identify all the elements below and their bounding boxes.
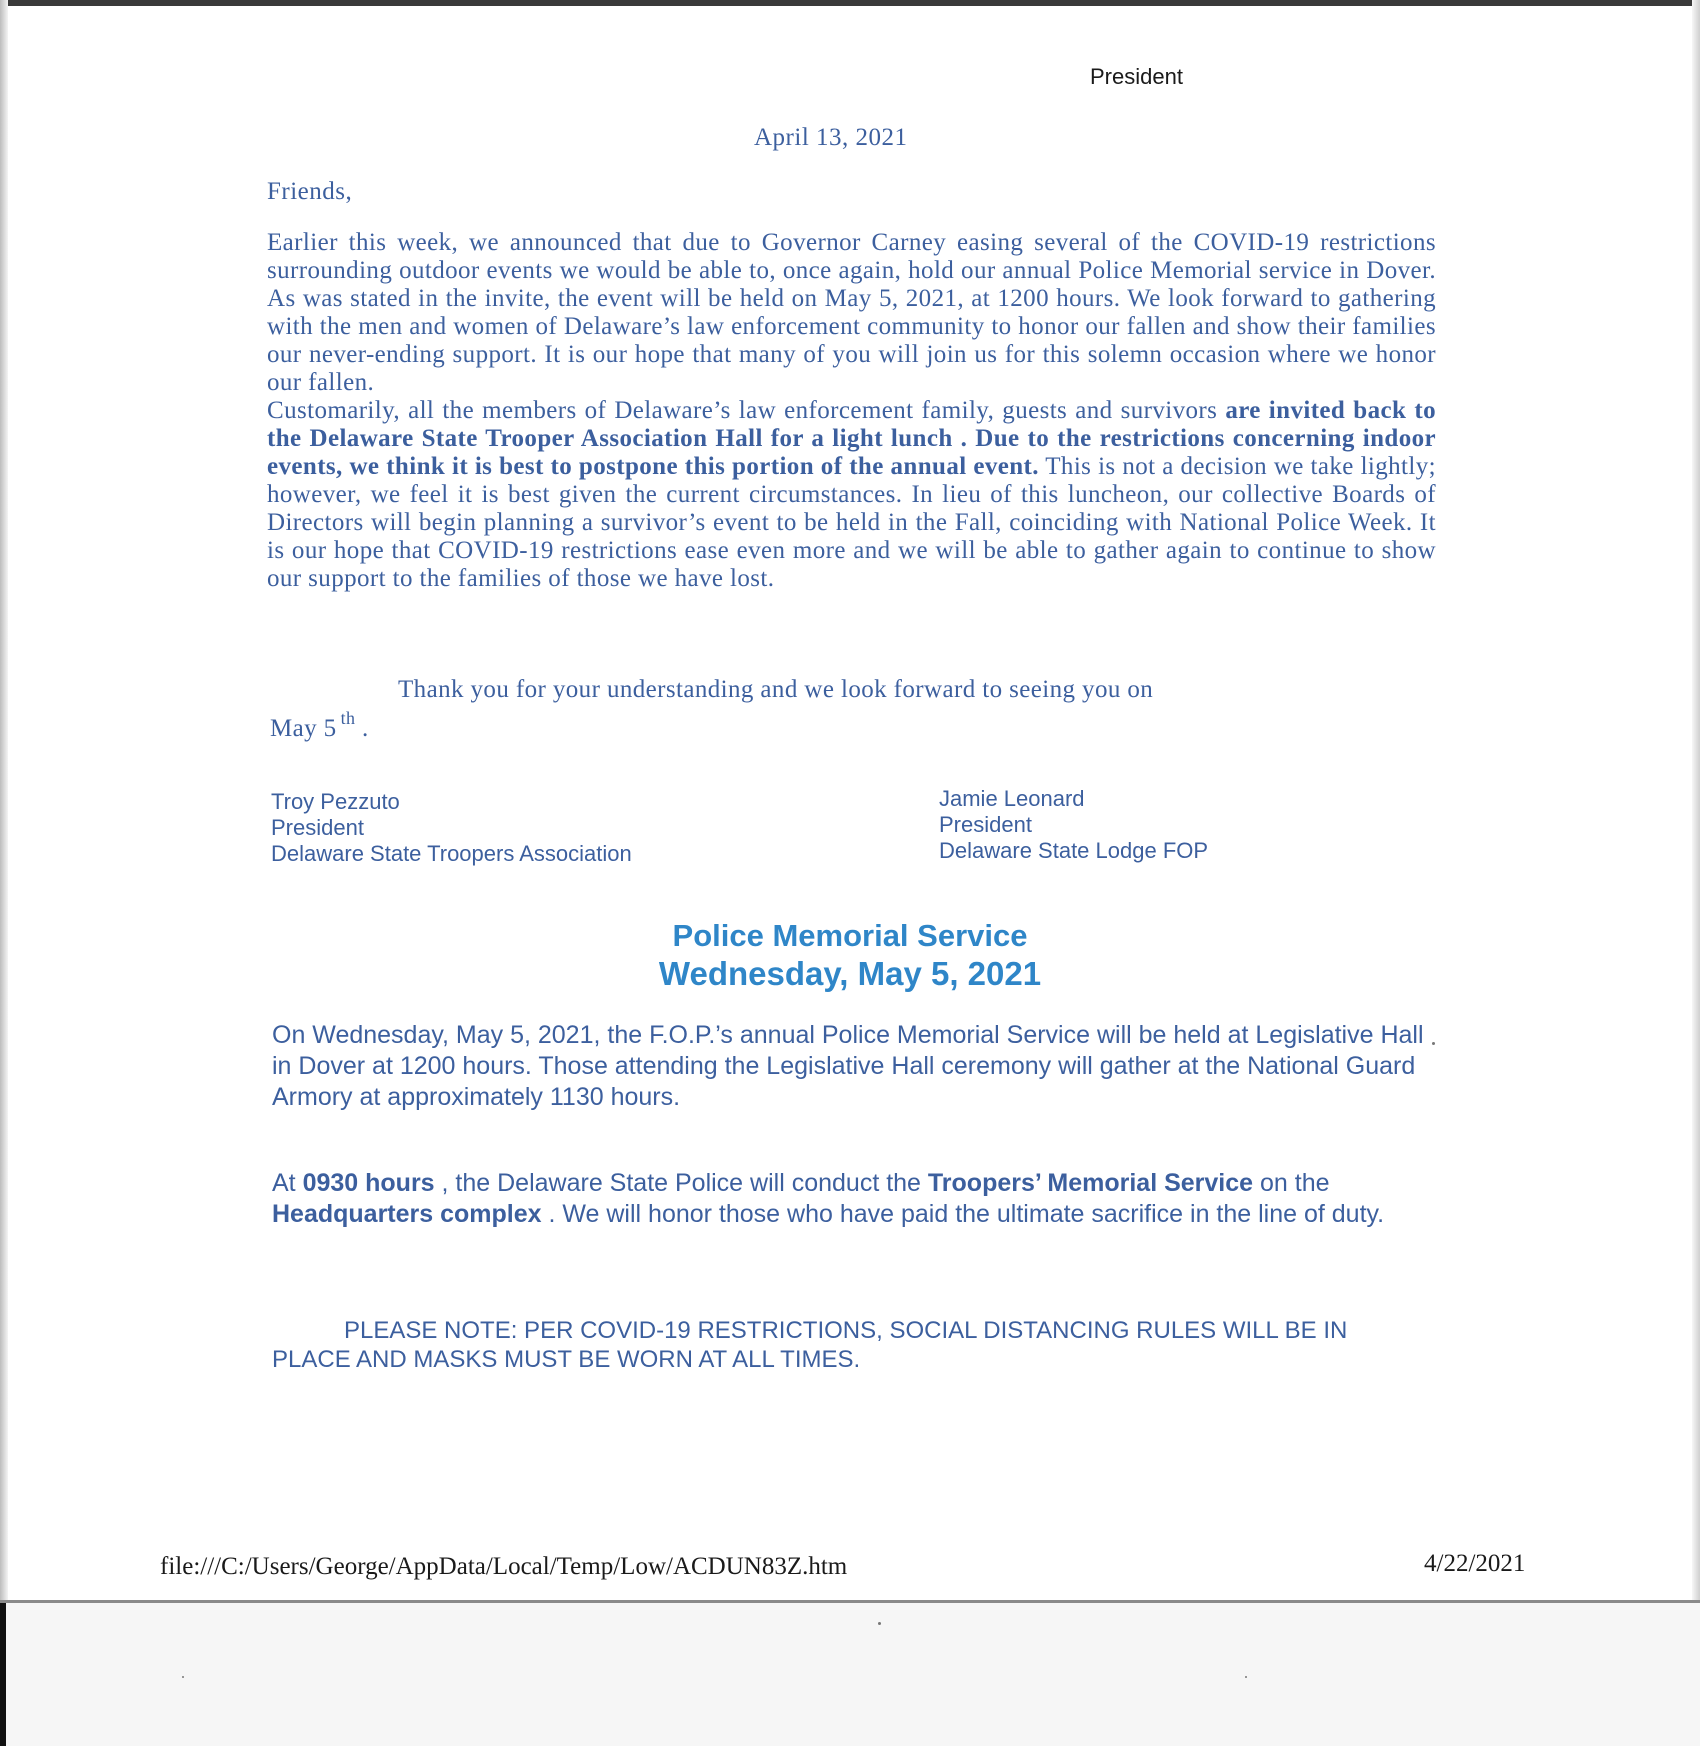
scan-right-shadow xyxy=(1692,0,1700,1600)
covid-note xyxy=(272,1316,1402,1374)
thanks-line: Thank you for your understanding and we look forward to seeing you on xyxy=(398,676,1154,703)
signature-right-org: Delaware State Lodge FOP xyxy=(939,838,1209,863)
scanner-background xyxy=(0,1603,1700,1746)
signature-right-name: Jamie Leonard xyxy=(939,786,1085,811)
signature-right xyxy=(939,786,1208,864)
scan-speck xyxy=(182,1676,184,1678)
signature-left-name: Troy Pezzuto xyxy=(271,789,400,814)
covid-note-text: PLEASE NOTE: PER COVID-19 RESTRICTIONS, SOCIAL DISTANCING RULES WILL BE IN PLACE AND MASKS MUST BE WORN AT ALL TIMES. xyxy=(272,1317,1348,1373)
scan-top-edge xyxy=(0,0,1700,6)
scan-speck xyxy=(1245,1676,1247,1678)
paragraph-2-start: Customarily, all the members of Delaware’s law enforcement family, guests and survivors xyxy=(267,397,1226,424)
letter-thanks xyxy=(270,676,1410,743)
signature-right-title: President xyxy=(939,812,1032,837)
thanks-date-suffix: th xyxy=(340,708,356,728)
scan-speck xyxy=(878,1622,881,1625)
letter-paragraph-2 xyxy=(267,397,1436,593)
p2-e: on the xyxy=(1253,1169,1330,1197)
thanks-date: May 5 xyxy=(270,715,337,742)
letter-body xyxy=(267,229,1436,593)
letter-paragraph-1: Earlier this week, we announced that due to Governor Carney easing several of the COVID-19 restrictions surrounding outdoor events we would be able to, once again, hold our annual Police Memorial service in Dover. As was stated in the invite, the event will be held on May 5, 2021, at 1200 hours. We look forward to gathering with the men and women of Delaware’s law enforcement community to honor our fallen and show their families our never-ending support. It is our hope that many of you will join us for this solemn occasion where we honor our fallen. xyxy=(267,229,1436,396)
memorial-date: Wednesday, May 5, 2021 xyxy=(658,955,1042,992)
p2-time: 0930 hours xyxy=(302,1169,435,1197)
signature-left-title: President xyxy=(271,815,364,840)
paragraph-2-bold: are invited back to the Delaware State Trooper Association Hall for a light lunch . Due to the restrictions concerning indoor events, we think it is best to postpone this portion of the annual event. xyxy=(267,397,1436,480)
paragraph-2-end: This is not a decision we take lightly; however, we feel it is best given the current circumstances. In lieu of this luncheon, our collective Boards of Directors will begin planning a survivor’s event to be held in the Fall, coinciding with National Police Week. It is our hope that COVID-19 restrictions ease even more and we will be able to gather again to continue to show our support to the families of those we have lost. xyxy=(267,453,1436,592)
scan-left-shadow xyxy=(0,0,8,1600)
scanner-left-edge xyxy=(0,1603,6,1746)
letter-date: April 13, 2021 xyxy=(754,124,908,151)
signature-left-org: Delaware State Troopers Association xyxy=(271,841,632,866)
signature-left xyxy=(271,789,632,867)
memorial-paragraph-1: On Wednesday, May 5, 2021, the F.O.P.’s annual Police Memorial Service will be held at Legislative Hall in Dover at 1200 hours. Those attending the Legislative Hall ceremony will gather at the National Guard Armory at approximately 1130 hours. xyxy=(272,1021,1424,1111)
memorial-paragraph-2 xyxy=(272,1168,1422,1230)
p2-c: , the Delaware State Police will conduct the xyxy=(434,1169,928,1197)
thanks-end: . xyxy=(362,715,369,742)
header-president-label: President xyxy=(1090,64,1183,89)
footer-file-path: file:///C:/Users/George/AppData/Local/Temp/Low/ACDUN83Z.htm xyxy=(160,1553,848,1580)
p2-a: At xyxy=(272,1169,303,1197)
memorial-title: Police Memorial Service xyxy=(672,918,1028,953)
scan-speck xyxy=(1432,1042,1435,1045)
p2-location: Headquarters complex xyxy=(272,1200,542,1228)
p2-service: Troopers’ Memorial Service xyxy=(927,1169,1254,1197)
p2-g: . We will honor those who have paid the ultimate sacrifice in the line of duty. xyxy=(541,1200,1385,1228)
letter-salutation: Friends, xyxy=(267,178,353,205)
footer-print-date: 4/22/2021 xyxy=(1424,1550,1526,1577)
